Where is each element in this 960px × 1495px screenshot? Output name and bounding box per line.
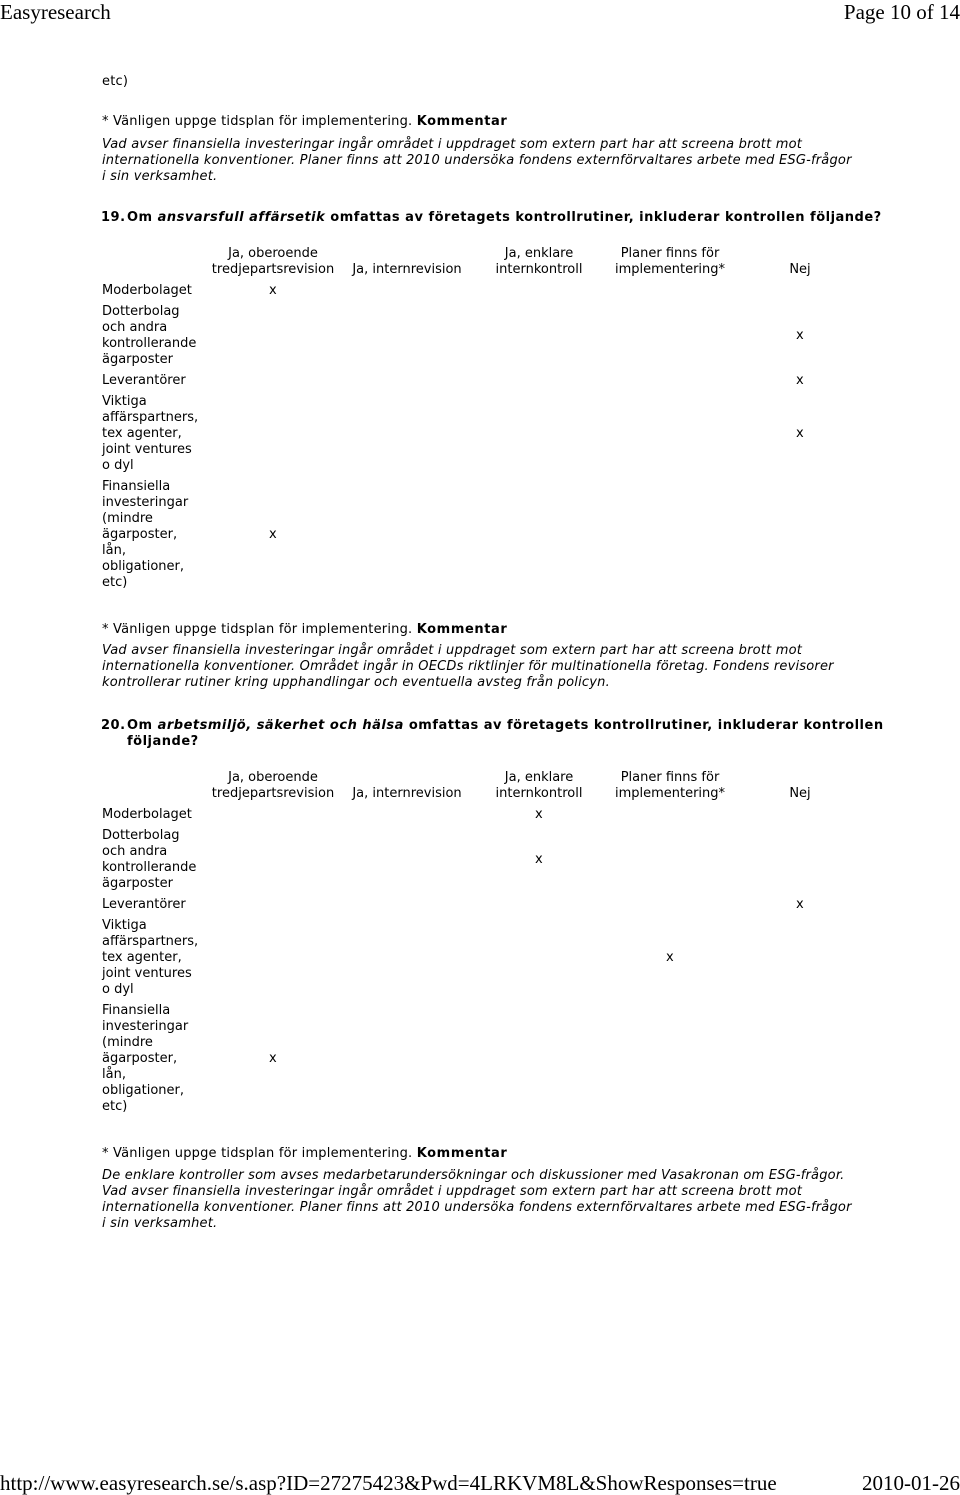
- row-label: [102, 394, 198, 474]
- row-label: [102, 283, 192, 299]
- column-header-line: tredjepartsrevision: [211, 262, 335, 277]
- row-label-line: och andra: [102, 320, 168, 335]
- comment-label: Kommentar: [416, 114, 508, 129]
- column-header-line: tredjepartsrevision: [211, 786, 335, 801]
- answer-mark: x: [796, 426, 804, 441]
- row-label-line: lån,: [102, 543, 126, 558]
- question-number: 20.: [101, 718, 126, 733]
- question-20-heading: [101, 718, 884, 734]
- row-label-line: Leverantörer: [102, 897, 186, 912]
- row-label-line: Viktiga: [102, 918, 147, 933]
- row-label-line: o dyl: [102, 982, 134, 997]
- row-label-line: Dotterbolag: [102, 828, 180, 843]
- comment-label: Kommentar: [416, 622, 508, 637]
- comment-line: Vad avser finansiella investeringar ingår området i uppdraget som extern part har att screena brott mot: [102, 1184, 803, 1199]
- row-label-line: ägarposter: [102, 352, 173, 367]
- row-label-line: etc): [102, 1099, 128, 1114]
- row-label-line: (mindre: [102, 511, 153, 526]
- comment-line: internationella konventioner. Planer finns att 2010 undersöka fondens externförvaltares arbete med ESG-frågor: [102, 1200, 852, 1215]
- row-label-line: affärspartners,: [102, 934, 199, 949]
- row-label: [102, 807, 192, 823]
- row-label-line: joint ventures: [102, 442, 192, 457]
- row-label-line: obligationer,: [102, 559, 185, 574]
- column-header-line: Ja, internrevision: [352, 262, 462, 277]
- column-header-line: implementering*: [614, 786, 726, 801]
- row-label-line: lån,: [102, 1067, 126, 1082]
- comment-label: Kommentar: [416, 1146, 508, 1161]
- question-text: Om: [127, 210, 158, 225]
- row-label-line: kontrollerande: [102, 336, 197, 351]
- column-header-line: Ja, internrevision: [352, 786, 462, 801]
- row-label: [102, 304, 196, 368]
- answer-mark: x: [535, 852, 543, 867]
- column-header-line: Ja, enklare: [504, 246, 574, 261]
- question-19-heading: [101, 210, 882, 226]
- column-header-line: internkontroll: [495, 786, 583, 801]
- comment-line: internationella konventioner. Planer finns att 2010 undersöka fondens externförvaltares arbete med ESG-frågor: [102, 153, 852, 168]
- row-label-line: tex agenter,: [102, 950, 182, 965]
- row-label-line: tex agenter,: [102, 426, 182, 441]
- row-label-line: etc): [102, 575, 128, 590]
- comment-line: i sin verksamhet.: [102, 169, 218, 184]
- question-topic: ansvarsfull affärsetik: [157, 210, 326, 225]
- answer-mark: x: [796, 897, 804, 912]
- answer-mark: x: [796, 328, 804, 343]
- note-line-q20: [102, 1146, 507, 1162]
- row-label-line: Dotterbolag: [102, 304, 180, 319]
- row-label-line: Leverantörer: [102, 373, 186, 388]
- row-label-line: obligationer,: [102, 1083, 185, 1098]
- row-label-line: ägarposter,: [102, 527, 178, 542]
- column-header: [720, 786, 880, 802]
- row-label: [102, 1003, 188, 1115]
- question-text: Om: [127, 718, 158, 733]
- comment-line: Vad avser finansiella investeringar ingår området i uppdraget som extern part har att screena brott mot: [102, 643, 803, 658]
- comment-line: internationella konventioner. Området ingår in OECDs riktlinjer för multinationella företag. Fondens revisorer: [102, 659, 834, 674]
- row-label-line: kontrollerande: [102, 860, 197, 875]
- answer-mark: x: [666, 950, 674, 965]
- comment-line: Vad avser finansiella investeringar ingår området i uppdraget som extern part har att screena brott mot: [102, 137, 803, 152]
- previous-row-fragment: etc): [102, 74, 129, 89]
- comment-line: kontrollerar rutiner kring upphandlingar och eventuella avsteg från policyn.: [102, 675, 610, 690]
- row-label-line: joint ventures: [102, 966, 192, 981]
- row-label-line: Moderbolaget: [102, 283, 192, 298]
- column-header-line: Ja, oberoende: [228, 246, 318, 261]
- footer-url: http://www.easyresearch.se/s.asp?ID=27275423&Pwd=4LRKVM8L&ShowResponses=true: [0, 1471, 777, 1495]
- row-label-line: Viktiga: [102, 394, 147, 409]
- question-text: omfattas av företagets kontrollrutiner, inkluderar kontrollen följande?: [325, 210, 882, 225]
- header-site-title: Easyresearch: [0, 0, 111, 24]
- row-label-line: investeringar: [102, 1019, 189, 1034]
- row-label-line: Finansiella: [102, 1003, 171, 1018]
- comment-line: De enklare kontroller som avses medarbetarundersökningar och diskussioner med Vasakronan om ESG-frågor.: [102, 1168, 845, 1183]
- row-label-line: Finansiella: [102, 479, 171, 494]
- row-label-line: affärspartners,: [102, 410, 199, 425]
- note-line-block1: [102, 114, 507, 130]
- question-topic: arbetsmiljö, säkerhet och hälsa: [157, 718, 404, 733]
- answer-mark: x: [269, 527, 277, 542]
- row-label-line: o dyl: [102, 458, 134, 473]
- row-label: [102, 828, 196, 892]
- row-label: [102, 897, 186, 913]
- row-label-line: investeringar: [102, 495, 189, 510]
- column-header: [720, 262, 880, 278]
- row-label: [102, 479, 188, 591]
- answer-mark: x: [269, 283, 277, 298]
- answer-mark: x: [535, 807, 543, 822]
- header-page-number: Page 10 of 14: [843, 0, 960, 24]
- column-header-line: Ja, oberoende: [228, 770, 318, 785]
- row-label-line: ägarposter: [102, 876, 173, 891]
- note-line-q19: [102, 622, 507, 638]
- column-header-line: Ja, enklare: [504, 770, 574, 785]
- note-text: * Vänligen uppge tidsplan för implementering.: [102, 1146, 413, 1161]
- row-label: [102, 918, 198, 998]
- column-header-line: Planer finns för: [620, 246, 720, 261]
- comment-line: i sin verksamhet.: [102, 1216, 218, 1231]
- column-header-line: Nej: [789, 786, 811, 801]
- note-text: * Vänligen uppge tidsplan för implementering.: [102, 114, 413, 129]
- note-text: * Vänligen uppge tidsplan för implementering.: [102, 622, 413, 637]
- column-header-line: implementering*: [614, 262, 726, 277]
- column-header-line: Planer finns för: [620, 770, 720, 785]
- row-label: [102, 373, 186, 389]
- footer-date: 2010-01-26: [862, 1471, 960, 1495]
- answer-mark: x: [269, 1051, 277, 1066]
- answer-mark: x: [796, 373, 804, 388]
- column-header-line: Nej: [789, 262, 811, 277]
- row-label-line: Moderbolaget: [102, 807, 192, 822]
- question-text: omfattas av företagets kontrollrutiner, inkluderar kontrollen: [403, 718, 884, 733]
- row-label-line: ägarposter,: [102, 1051, 178, 1066]
- row-label-line: och andra: [102, 844, 168, 859]
- column-header-line: internkontroll: [495, 262, 583, 277]
- question-20-heading-cont: följande?: [127, 734, 199, 749]
- row-label-line: (mindre: [102, 1035, 153, 1050]
- question-number: 19.: [101, 210, 126, 225]
